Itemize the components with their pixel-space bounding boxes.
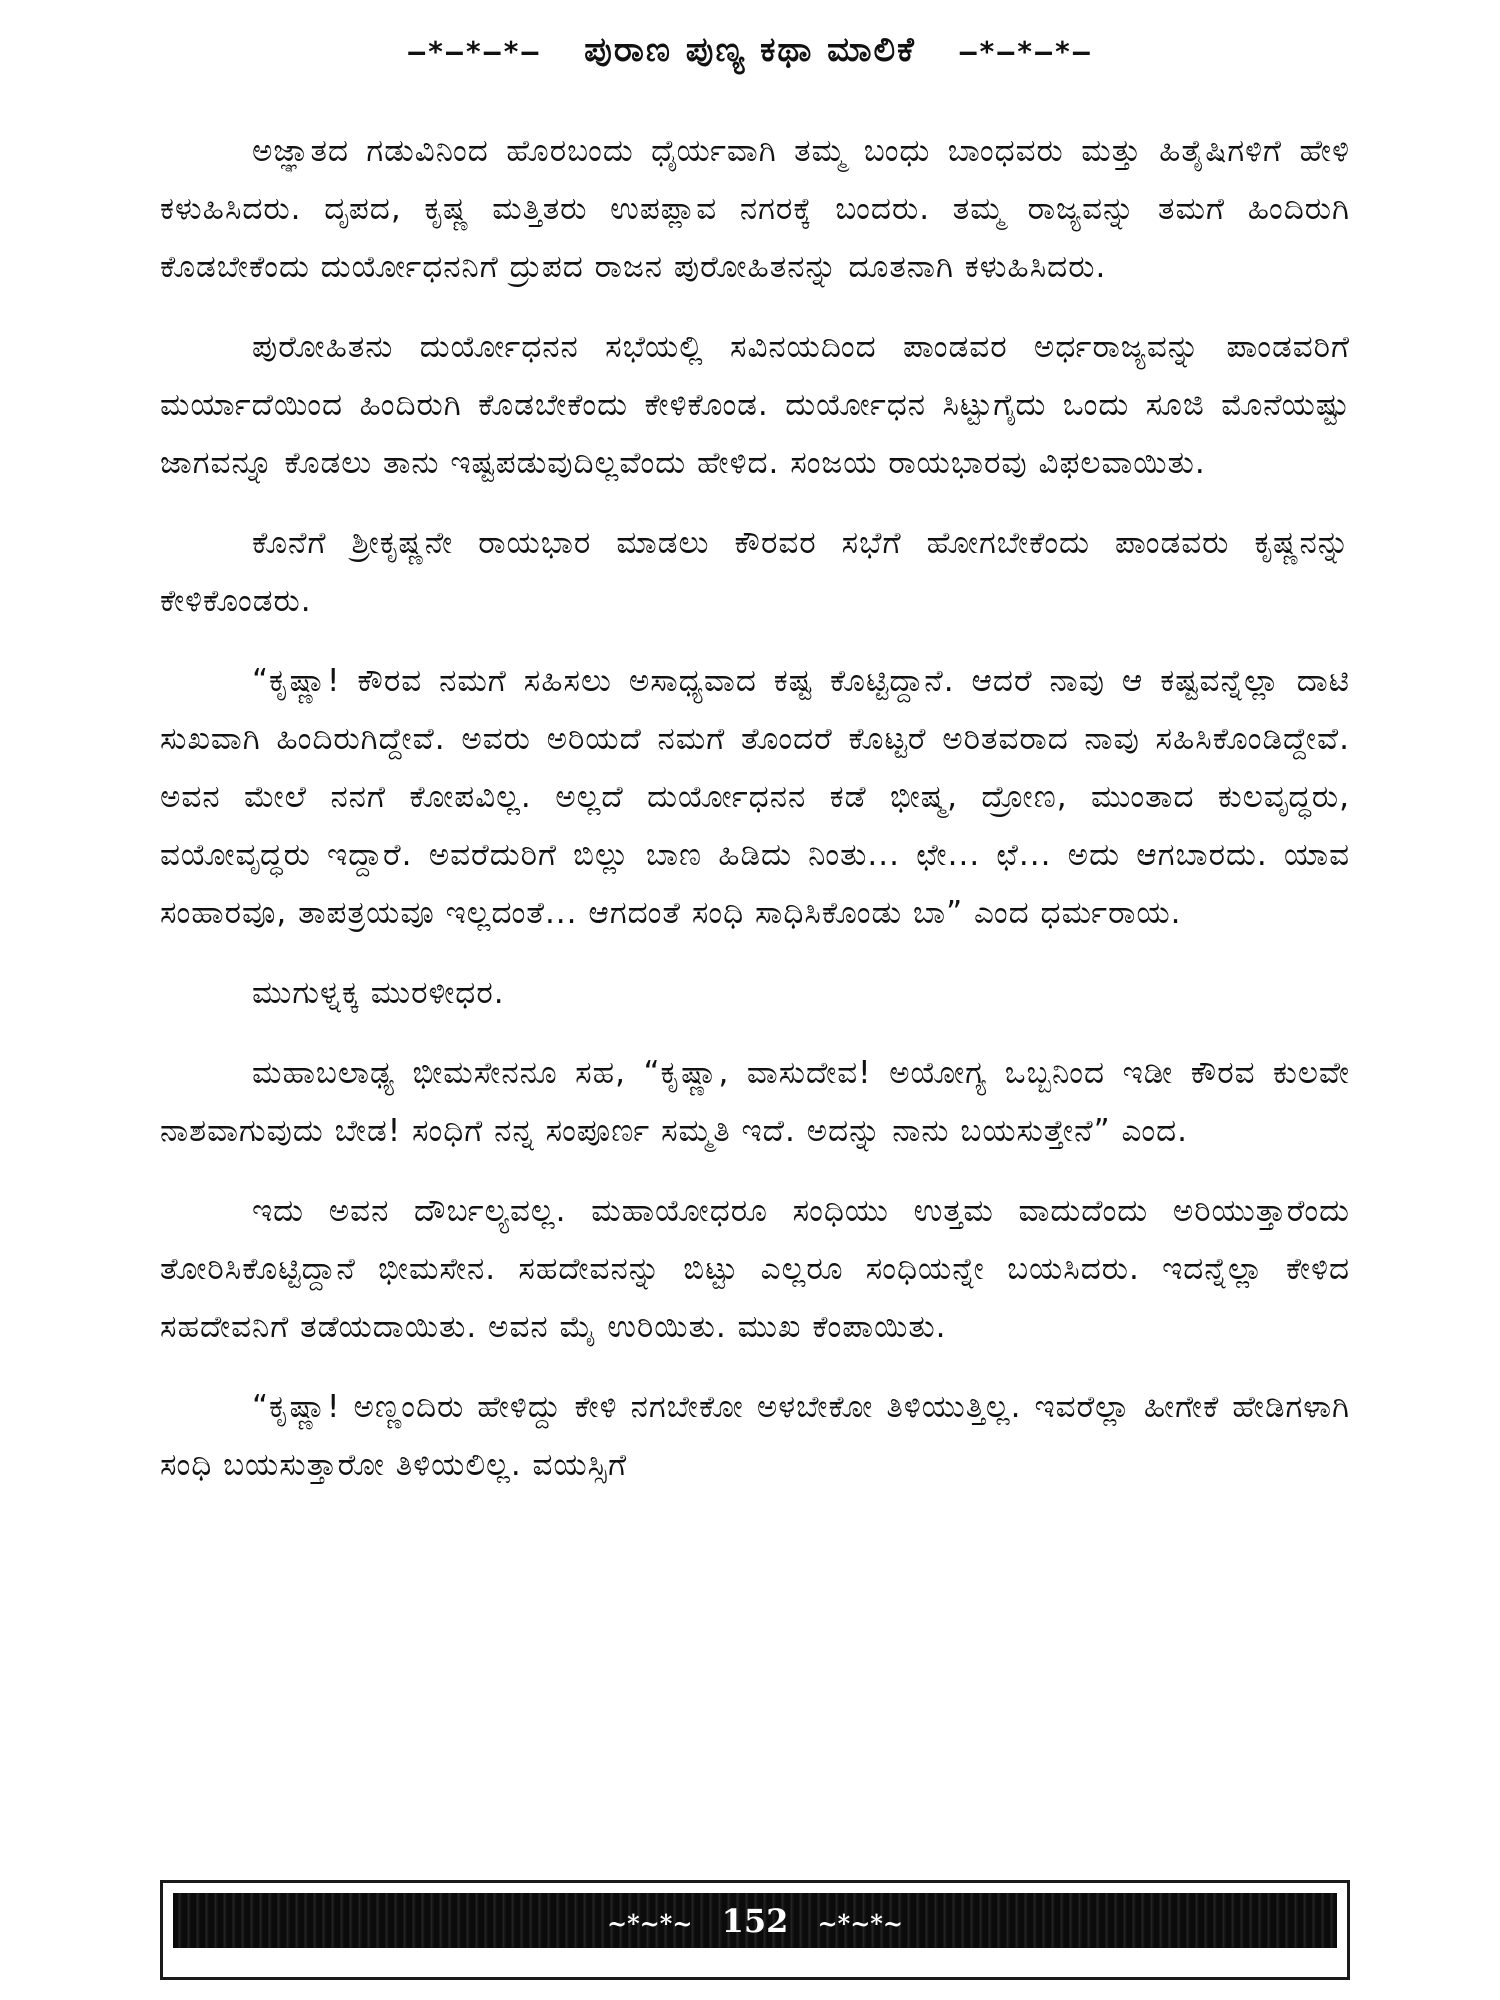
header-title: ಪುರಾಣ ಪುಣ್ಯ ಕಥಾ ಮಾಲಿಕೆ bbox=[584, 30, 916, 70]
paragraph: “ಕೃಷ್ಣಾ! ಕೌರವ ನಮಗೆ ಸಹಿಸಲು ಅಸಾಧ್ಯವಾದ ಕಷ್ಟ ಕೊಟ್ಟಿದ್ದಾನೆ. ಆದರೆ ನಾವು ಆ ಕಷ್ಟವನ್ನೆಲ್ಲಾ ದಾಟಿ ಸುಖವಾಗಿ ಹಿಂದಿರುಗಿದ್ದೇವೆ. ಅವರು ಅರಿಯದೆ ನಮಗೆ ತೊಂದರೆ ಕೊಟ್ಟರೆ ಅರಿತವರಾದ ನಾವು ಸಹಿಸಿಕೊಂಡಿದ್ದೇವೆ. ಅವನ ಮೇಲೆ ನನಗೆ ಕೋಪವಿಲ್ಲ. ಅಲ್ಲದೆ ದುರ್ಯೋಧನನ ಕಡೆ ಭೀಷ್ಮ, ದ್ರೋಣ, ಮುಂತಾದ ಕುಲವೃದ್ಧರು, ವಯೋವೃದ್ಧರು ಇದ್ದಾರೆ. ಅವರೆದುರಿಗೆ ಬಿಲ್ಲು ಬಾಣ ಹಿಡಿದು ನಿಂತು... ಛೇ... ಛೆ... ಅದು ಆಗಬಾರದು. ಯಾವ ಸಂಹಾರವೂ, ತಾಪತ್ರಯವೂ ಇಲ್ಲದಂತೆ... ಆಗದಂತೆ ಸಂಧಿ ಸಾಧಿಸಿಕೊಂಡು ಬಾ” ಎಂದ ಧರ್ಮರಾಯ. bbox=[160, 663, 1350, 931]
header-ornament-right: –*–*–*– bbox=[959, 35, 1092, 68]
page-footer bbox=[160, 1880, 1350, 1980]
footer-band bbox=[173, 1893, 1337, 1948]
header-ornament-left: –*–*–*– bbox=[408, 35, 541, 68]
paragraph: “ಕೃಷ್ಣಾ! ಅಣ್ಣಂದಿರು ಹೇಳಿದ್ದು ಕೇಳಿ ನಗಬೇಕೋ ಅಳಬೇಕೋ ತಿಳಿಯುತ್ತಿಲ್ಲ. ಇವರೆಲ್ಲಾ ಹೀಗೇಕೆ ಹೇಡಿಗಳಾಗಿ ಸಂಧಿ ಬಯಸುತ್ತಾರೋ ತಿಳಿಯಲಿಲ್ಲ. ವಯಸ್ಸಿಗೆ bbox=[160, 1389, 1350, 1483]
paragraph: ಮುಗುಳ್ನಕ್ಕ ಮುರಳೀಧರ. bbox=[252, 975, 505, 1011]
paragraph: ಕೊನೆಗೆ ಶ್ರೀಕೃಷ್ಣನೇ ರಾಯಭಾರ ಮಾಡಲು ಕೌರವರ ಸಭೆಗೆ ಹೋಗಬೇಕೆಂದು ಪಾಂಡವರು ಕೃಷ್ಣನನ್ನು ಕೇಳಿಕೊಂಡರು. bbox=[160, 525, 1350, 619]
page-number: 152 bbox=[721, 1901, 789, 1940]
paragraph: ಪುರೋಹಿತನು ದುರ್ಯೋಧನನ ಸಭೆಯಲ್ಲಿ ಸವಿನಯದಿಂದ ಪಾಂಡವರ ಅರ್ಧರಾಜ್ಯವನ್ನು ಪಾಂಡವರಿಗೆ ಮರ್ಯಾದೆಯಿಂದ ಹಿಂದಿರುಗಿ ಕೊಡಬೇಕೆಂದು ಕೇಳಿಕೊಂಡ. ದುರ್ಯೋಧನ ಸಿಟ್ಟುಗೈದು ಒಂದು ಸೂಜಿ ಮೊನೆಯಷ್ಟು ಜಾಗವನ್ನೂ ಕೊಡಲು ತಾನು ಇಷ್ಟಪಡುವುದಿಲ್ಲವೆಂದು ಹೇಳಿದ. ಸಂಜಯ ರಾಯಭಾರವು ವಿಫಲವಾಯಿತು. bbox=[160, 329, 1350, 481]
footer-ornament-right: ~*~*~ bbox=[817, 1908, 903, 1938]
footer-label bbox=[589, 1902, 921, 1940]
paragraph: ಮಹಾಬಲಾಢ್ಯ ಭೀಮಸೇನನೂ ಸಹ, “ಕೃಷ್ಣಾ, ವಾಸುದೇವ! ಅಯೋಗ್ಯ ಒಬ್ಬನಿಂದ ಇಡೀ ಕೌರವ ಕುಲವೇ ನಾಶವಾಗುವುದು ಬೇಡ! ಸಂಧಿಗೆ ನನ್ನ ಸಂಪೂರ್ಣ ಸಮ್ಮತಿ ಇದೆ. ಅದನ್ನು ನಾನು ಬಯಸುತ್ತೇನೆ” ಎಂದ. bbox=[160, 1055, 1350, 1149]
body-text bbox=[160, 122, 1350, 1516]
paragraph: ಅಜ್ಞಾತದ ಗಡುವಿನಿಂದ ಹೊರಬಂದು ಧೈರ್ಯವಾಗಿ ತಮ್ಮ ಬಂಧು ಬಾಂಧವರು ಮತ್ತು ಹಿತೈಷಿಗಳಿಗೆ ಹೇಳಿ ಕಳುಹಿಸಿದರು. ದೃಪದ, ಕೃಷ್ಣ ಮತ್ತಿತರು ಉಪಪ್ಲಾವ ನಗರಕ್ಕೆ ಬಂದರು. ತಮ್ಮ ರಾಜ್ಯವನ್ನು ತಮಗೆ ಹಿಂದಿರುಗಿ ಕೊಡಬೇಕೆಂದು ದುರ್ಯೋಧನನಿಗೆ ದ್ರುಪದ ರಾಜನ ಪುರೋಹಿತನನ್ನು ದೂತನಾಗಿ ಕಳುಹಿಸಿದರು. bbox=[160, 133, 1350, 285]
running-header bbox=[160, 30, 1340, 70]
footer-ornament-left: ~*~*~ bbox=[607, 1908, 693, 1938]
paragraph: ಇದು ಅವನ ದೌರ್ಬಲ್ಯವಲ್ಲ. ಮಹಾಯೋಧರೂ ಸಂಧಿಯು ಉತ್ತಮ ವಾದುದೆಂದು ಅರಿಯುತ್ತಾರೆಂದು ತೋರಿಸಿಕೊಟ್ಟಿದ್ದಾನೆ ಭೀಮಸೇನ. ಸಹದೇವನನ್ನು ಬಿಟ್ಟು ಎಲ್ಲರೂ ಸಂಧಿಯನ್ನೇ ಬಯಸಿದರು. ಇದನ್ನೆಲ್ಲಾ ಕೇಳಿದ ಸಹದೇವನಿಗೆ ತಡೆಯದಾಯಿತು. ಅವನ ಮೈ ಉರಿಯಿತು. ಮುಖ ಕೆಂಪಾಯಿತು. bbox=[160, 1193, 1350, 1345]
